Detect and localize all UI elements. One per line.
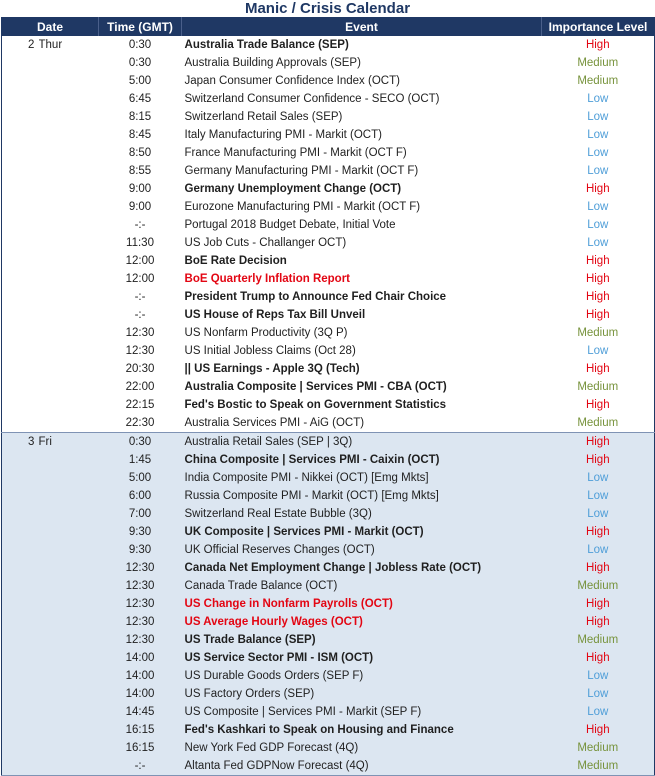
- date-cell: [2, 541, 39, 559]
- time-cell: 12:00: [99, 252, 182, 270]
- event-row: [2, 324, 655, 342]
- day-cell: [39, 360, 99, 378]
- time-cell: 5:00: [99, 72, 182, 90]
- event-row: [2, 505, 655, 523]
- importance-cell: Low: [542, 162, 655, 180]
- event-row: [2, 451, 655, 469]
- event-row: [2, 90, 655, 108]
- date-cell: [2, 721, 39, 739]
- calendar-table: [1, 17, 655, 776]
- day-cell: [39, 631, 99, 649]
- event-row: [2, 523, 655, 541]
- importance-cell: Low: [542, 667, 655, 685]
- event-row: [2, 306, 655, 324]
- importance-cell: High: [542, 451, 655, 469]
- day-cell: [39, 685, 99, 703]
- event-cell: Switzerland Real Estate Bubble (3Q): [182, 505, 542, 523]
- importance-cell: Low: [542, 541, 655, 559]
- event-cell: US Nonfarm Productivity (3Q P): [182, 324, 542, 342]
- event-cell: Germany Manufacturing PMI - Markit (OCT F): [182, 162, 542, 180]
- importance-cell: Medium: [542, 757, 655, 776]
- event-row: [2, 378, 655, 396]
- time-cell: 22:15: [99, 396, 182, 414]
- date-cell: [2, 144, 39, 162]
- event-row: [2, 757, 655, 776]
- event-cell: Eurozone Manufacturing PMI - Markit (OCT F): [182, 198, 542, 216]
- time-cell: 12:30: [99, 613, 182, 631]
- importance-cell: Low: [542, 108, 655, 126]
- event-row: [2, 180, 655, 198]
- event-cell: US Durable Goods Orders (SEP F): [182, 667, 542, 685]
- day-cell: [39, 469, 99, 487]
- day-cell: [39, 126, 99, 144]
- time-cell: -:-: [99, 288, 182, 306]
- importance-cell: High: [542, 595, 655, 613]
- day-cell: [39, 108, 99, 126]
- event-cell: US Change in Nonfarm Payrolls (OCT): [182, 595, 542, 613]
- importance-cell: High: [542, 288, 655, 306]
- event-row: [2, 36, 655, 54]
- day-cell: [39, 54, 99, 72]
- event-row: [2, 144, 655, 162]
- event-cell: New York Fed GDP Forecast (4Q): [182, 739, 542, 757]
- importance-cell: High: [542, 559, 655, 577]
- event-cell: Australia Building Approvals (SEP): [182, 54, 542, 72]
- day-cell: [39, 72, 99, 90]
- event-row: [2, 414, 655, 433]
- event-row: [2, 360, 655, 378]
- time-cell: 12:30: [99, 595, 182, 613]
- event-cell: Portugal 2018 Budget Debate, Initial Vote: [182, 216, 542, 234]
- event-cell: US Initial Jobless Claims (Oct 28): [182, 342, 542, 360]
- time-cell: 9:30: [99, 523, 182, 541]
- day-cell: [39, 324, 99, 342]
- event-cell: China Composite | Services PMI - Caixin (OCT): [182, 451, 542, 469]
- day-cell: [39, 342, 99, 360]
- day-cell: [39, 90, 99, 108]
- time-cell: 9:00: [99, 198, 182, 216]
- day-cell: [39, 541, 99, 559]
- date-cell: [2, 54, 39, 72]
- time-cell: 20:30: [99, 360, 182, 378]
- day-cell: [39, 198, 99, 216]
- importance-cell: High: [542, 270, 655, 288]
- importance-cell: High: [542, 360, 655, 378]
- importance-cell: Low: [542, 703, 655, 721]
- date-cell: [2, 451, 39, 469]
- event-cell: Canada Net Employment Change | Jobless Rate (OCT): [182, 559, 542, 577]
- day-cell: [39, 523, 99, 541]
- day-cell: Fri: [39, 433, 99, 452]
- event-cell: BoE Rate Decision: [182, 252, 542, 270]
- day-cell: [39, 595, 99, 613]
- event-cell: BoE Quarterly Inflation Report: [182, 270, 542, 288]
- event-cell: President Trump to Announce Fed Chair Choice: [182, 288, 542, 306]
- date-cell: [2, 559, 39, 577]
- event-row: [2, 288, 655, 306]
- date-cell: [2, 162, 39, 180]
- event-row: [2, 559, 655, 577]
- day-cell: [39, 306, 99, 324]
- header-event: Event: [182, 17, 542, 36]
- importance-cell: High: [542, 396, 655, 414]
- time-cell: 14:00: [99, 685, 182, 703]
- importance-cell: Low: [542, 216, 655, 234]
- time-cell: 9:00: [99, 180, 182, 198]
- date-cell: [2, 306, 39, 324]
- time-cell: 7:00: [99, 505, 182, 523]
- time-cell: 0:30: [99, 433, 182, 452]
- event-cell: || US Earnings - Apple 3Q (Tech): [182, 360, 542, 378]
- date-cell: [2, 108, 39, 126]
- event-row: [2, 667, 655, 685]
- importance-cell: Low: [542, 342, 655, 360]
- date-cell: 3: [2, 433, 39, 452]
- day-cell: [39, 487, 99, 505]
- event-row: [2, 126, 655, 144]
- importance-cell: Low: [542, 505, 655, 523]
- event-row: [2, 234, 655, 252]
- event-cell: Fed's Bostic to Speak on Government Statistics: [182, 396, 542, 414]
- time-cell: 16:15: [99, 739, 182, 757]
- day-cell: [39, 288, 99, 306]
- event-cell: Altanta Fed GDPNow Forecast (4Q): [182, 757, 542, 776]
- importance-cell: Medium: [542, 324, 655, 342]
- event-cell: US Average Hourly Wages (OCT): [182, 613, 542, 631]
- event-cell: UK Composite | Services PMI - Markit (OCT): [182, 523, 542, 541]
- event-row: [2, 162, 655, 180]
- importance-cell: High: [542, 252, 655, 270]
- event-row: [2, 685, 655, 703]
- day-cell: [39, 559, 99, 577]
- event-cell: Australia Composite | Services PMI - CBA (OCT): [182, 378, 542, 396]
- day-cell: [39, 216, 99, 234]
- date-cell: [2, 180, 39, 198]
- day-cell: [39, 577, 99, 595]
- date-cell: [2, 126, 39, 144]
- day-cell: [39, 703, 99, 721]
- date-cell: [2, 360, 39, 378]
- time-cell: 12:00: [99, 270, 182, 288]
- date-cell: [2, 505, 39, 523]
- date-cell: [2, 613, 39, 631]
- date-cell: [2, 469, 39, 487]
- event-row: [2, 469, 655, 487]
- date-cell: [2, 487, 39, 505]
- event-cell: US Job Cuts - Challanger OCT): [182, 234, 542, 252]
- time-cell: 12:30: [99, 631, 182, 649]
- event-cell: US Service Sector PMI - ISM (OCT): [182, 649, 542, 667]
- importance-cell: Low: [542, 234, 655, 252]
- day-cell: [39, 739, 99, 757]
- event-cell: Australia Retail Sales (SEP | 3Q): [182, 433, 542, 452]
- event-row: [2, 487, 655, 505]
- event-row: [2, 541, 655, 559]
- date-cell: [2, 198, 39, 216]
- event-row: [2, 577, 655, 595]
- importance-cell: High: [542, 180, 655, 198]
- time-cell: 22:30: [99, 414, 182, 433]
- day-cell: [39, 144, 99, 162]
- event-row: [2, 216, 655, 234]
- event-cell: Germany Unemployment Change (OCT): [182, 180, 542, 198]
- importance-cell: High: [542, 36, 655, 54]
- importance-cell: Medium: [542, 378, 655, 396]
- event-cell: Australia Trade Balance (SEP): [182, 36, 542, 54]
- event-row: [2, 613, 655, 631]
- day-cell: [39, 234, 99, 252]
- time-cell: -:-: [99, 306, 182, 324]
- day-cell: [39, 162, 99, 180]
- day-cell: [39, 721, 99, 739]
- time-cell: 12:30: [99, 324, 182, 342]
- header-importance: Importance Level: [542, 17, 655, 36]
- event-cell: Switzerland Retail Sales (SEP): [182, 108, 542, 126]
- header-row: [2, 17, 655, 36]
- event-row: [2, 703, 655, 721]
- time-cell: 12:30: [99, 577, 182, 595]
- page-title: Manic / Crisis Calendar: [244, 0, 411, 17]
- event-row: [2, 396, 655, 414]
- date-cell: [2, 649, 39, 667]
- importance-cell: High: [542, 523, 655, 541]
- date-cell: [2, 577, 39, 595]
- header-date: Date: [2, 17, 99, 36]
- time-cell: -:-: [99, 757, 182, 776]
- time-cell: 8:55: [99, 162, 182, 180]
- importance-cell: Medium: [542, 631, 655, 649]
- event-cell: Canada Trade Balance (OCT): [182, 577, 542, 595]
- importance-cell: Medium: [542, 72, 655, 90]
- importance-cell: Medium: [542, 414, 655, 433]
- date-cell: [2, 324, 39, 342]
- date-cell: [2, 631, 39, 649]
- importance-cell: Low: [542, 144, 655, 162]
- time-cell: 14:45: [99, 703, 182, 721]
- time-cell: 1:45: [99, 451, 182, 469]
- importance-cell: Medium: [542, 54, 655, 72]
- event-cell: Switzerland Consumer Confidence - SECO (OCT): [182, 90, 542, 108]
- importance-cell: Low: [542, 198, 655, 216]
- date-cell: [2, 595, 39, 613]
- date-cell: [2, 252, 39, 270]
- date-cell: [2, 414, 39, 433]
- importance-cell: High: [542, 306, 655, 324]
- event-cell: UK Official Reserves Changes (OCT): [182, 541, 542, 559]
- date-cell: [2, 288, 39, 306]
- importance-cell: Low: [542, 685, 655, 703]
- date-cell: [2, 90, 39, 108]
- event-cell: France Manufacturing PMI - Markit (OCT F): [182, 144, 542, 162]
- date-cell: 2: [2, 36, 39, 54]
- importance-cell: Low: [542, 90, 655, 108]
- time-cell: 6:00: [99, 487, 182, 505]
- event-row: [2, 270, 655, 288]
- importance-cell: Low: [542, 487, 655, 505]
- event-cell: Australia Services PMI - AiG (OCT): [182, 414, 542, 433]
- day-cell: [39, 270, 99, 288]
- time-cell: 12:30: [99, 342, 182, 360]
- date-cell: [2, 703, 39, 721]
- day-cell: [39, 667, 99, 685]
- day-cell: [39, 180, 99, 198]
- day-cell: [39, 396, 99, 414]
- time-cell: 8:15: [99, 108, 182, 126]
- day-cell: [39, 505, 99, 523]
- event-row: [2, 595, 655, 613]
- day-cell: [39, 613, 99, 631]
- day-cell: [39, 649, 99, 667]
- time-cell: 8:50: [99, 144, 182, 162]
- time-cell: 22:00: [99, 378, 182, 396]
- date-cell: [2, 523, 39, 541]
- event-cell: US Factory Orders (SEP): [182, 685, 542, 703]
- date-cell: [2, 342, 39, 360]
- event-cell: Fed's Kashkari to Speak on Housing and Finance: [182, 721, 542, 739]
- event-cell: India Composite PMI - Nikkei (OCT) [Emg Mkts]: [182, 469, 542, 487]
- date-cell: [2, 270, 39, 288]
- time-cell: -:-: [99, 216, 182, 234]
- date-cell: [2, 667, 39, 685]
- importance-cell: High: [542, 721, 655, 739]
- event-row: [2, 198, 655, 216]
- time-cell: 6:45: [99, 90, 182, 108]
- calendar-body: [2, 36, 655, 776]
- importance-cell: Medium: [542, 577, 655, 595]
- time-cell: 0:30: [99, 54, 182, 72]
- time-cell: 8:45: [99, 126, 182, 144]
- event-row: [2, 631, 655, 649]
- event-cell: US Trade Balance (SEP): [182, 631, 542, 649]
- time-cell: 0:30: [99, 36, 182, 54]
- event-row: [2, 252, 655, 270]
- time-cell: 11:30: [99, 234, 182, 252]
- importance-cell: High: [542, 649, 655, 667]
- day-cell: [39, 757, 99, 776]
- date-cell: [2, 72, 39, 90]
- event-row: [2, 649, 655, 667]
- day-cell: [39, 414, 99, 433]
- time-cell: 5:00: [99, 469, 182, 487]
- day-cell: [39, 252, 99, 270]
- date-cell: [2, 685, 39, 703]
- time-cell: 16:15: [99, 721, 182, 739]
- event-cell: Italy Manufacturing PMI - Markit (OCT): [182, 126, 542, 144]
- event-cell: Russia Composite PMI - Markit (OCT) [Emg Mkts]: [182, 487, 542, 505]
- importance-cell: Medium: [542, 739, 655, 757]
- event-row: [2, 108, 655, 126]
- event-cell: Japan Consumer Confidence Index (OCT): [182, 72, 542, 90]
- date-cell: [2, 757, 39, 776]
- event-row: [2, 739, 655, 757]
- date-cell: [2, 378, 39, 396]
- event-row: [2, 342, 655, 360]
- importance-cell: High: [542, 433, 655, 452]
- importance-cell: Low: [542, 469, 655, 487]
- event-row: [2, 433, 655, 452]
- day-cell: [39, 451, 99, 469]
- importance-cell: Low: [542, 126, 655, 144]
- event-row: [2, 54, 655, 72]
- date-cell: [2, 739, 39, 757]
- day-cell: [39, 378, 99, 396]
- date-cell: [2, 234, 39, 252]
- date-cell: [2, 396, 39, 414]
- date-cell: [2, 216, 39, 234]
- time-cell: 12:30: [99, 559, 182, 577]
- time-cell: 14:00: [99, 667, 182, 685]
- event-row: [2, 721, 655, 739]
- importance-cell: High: [542, 613, 655, 631]
- event-cell: US House of Reps Tax Bill Unveil: [182, 306, 542, 324]
- time-cell: 9:30: [99, 541, 182, 559]
- header-time: Time (GMT): [99, 17, 182, 36]
- event-cell: US Composite | Services PMI - Markit (SEP F): [182, 703, 542, 721]
- time-cell: 14:00: [99, 649, 182, 667]
- event-row: [2, 72, 655, 90]
- day-cell: Thur: [39, 36, 99, 54]
